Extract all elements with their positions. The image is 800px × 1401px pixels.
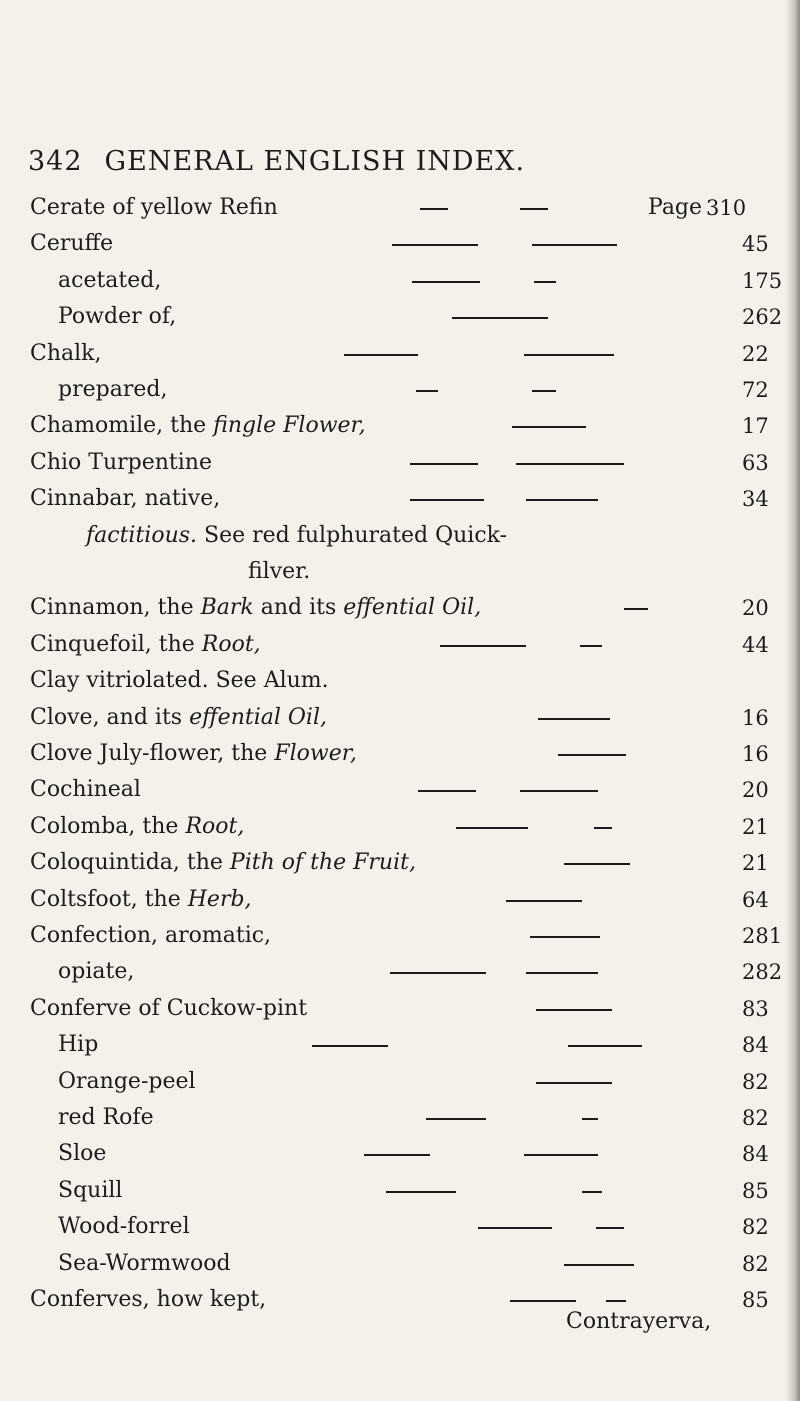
entry-roman: Chio Turpentine [30,449,212,475]
entry-page-number: 85 [742,1288,769,1312]
entry-page-number: 84 [742,1142,769,1167]
entry-text [58,954,134,990]
leader-dash [344,354,418,356]
entry-italic: Pith of the Fruit, [229,850,416,876]
index-entry [0,918,800,954]
leader-dash [606,1300,626,1302]
entry-text [58,1209,190,1245]
index-entry [0,700,800,736]
index-entry [0,372,800,408]
page-title: GENERAL ENGLISH INDEX. [104,146,526,177]
entry-page-number: 82 [742,1215,769,1240]
leader-dash [582,1118,598,1120]
entry-text [58,1100,154,1136]
entry-text [86,518,507,554]
entry-page-number: 82 [742,1069,769,1094]
entry-italic: effential Oil, [189,704,327,730]
leader-dash [538,718,610,720]
entry-text [30,190,278,226]
leader-dash [564,1264,634,1266]
entry-italic: factitious. [86,522,198,548]
entry-page-number: 85 [742,1178,769,1203]
entry-roman: See red fulphurated Quick- [197,522,508,548]
entry-text [58,1064,196,1100]
entry-page-number: 21 [742,814,769,839]
entry-text [30,336,101,372]
entry-roman: filver. [248,559,311,584]
entry-page-number: 21 [742,851,769,876]
entry-roman: Chamomile, the [30,413,214,439]
entry-page-number: 175 [742,268,783,293]
entry-roman: Clay vitriolated. See Alum. [30,668,329,694]
leader-dash [452,317,548,319]
entry-page-number: 64 [742,887,769,912]
entry-roman: acetated, [58,267,162,293]
page-header [28,146,728,177]
entry-text [30,408,366,444]
entry-text [30,736,357,772]
leader-dash [410,499,484,501]
index-entry [0,554,800,590]
entry-roman: Chalk, [30,340,102,366]
entry-text [58,299,176,335]
entry-page-number: 16 [742,705,769,730]
index-entry [0,1209,800,1245]
entry-text [30,226,113,262]
leader-dash [410,463,478,465]
index-entry [0,1246,800,1282]
entry-italic: Bark [200,595,254,621]
entry-roman: prepared, [58,377,168,402]
entry-text [30,991,307,1027]
leader-dash [536,1082,612,1084]
index-entry [0,190,800,226]
entry-roman: Confection, aromatic, [30,923,272,948]
page-number: 342 [28,146,83,177]
entry-roman: Conferve of Cuckow-pint [30,995,308,1021]
index-entry [0,336,800,372]
leader-dash [312,1045,388,1047]
leader-dash [568,1045,642,1047]
index-entry [0,882,800,918]
entry-page-number: 83 [742,996,769,1021]
leader-dash [390,972,486,974]
index-entry [0,736,800,772]
entry-roman: opiate, [58,959,135,985]
entry-page-number: 82 [742,1106,769,1130]
entry-roman: Coltsfoot, the [30,886,188,912]
index-entry [0,1173,800,1209]
entry-roman: Sea-Wormwood [58,1250,231,1276]
index-entry [0,299,800,335]
catchword: Contrayerva, [566,1309,712,1334]
leader-dash [478,1227,552,1229]
entry-page-number: 282 [742,960,783,985]
leader-dash [516,463,624,465]
index-entry [0,1027,800,1063]
leader-dash [386,1191,456,1193]
leader-dash [364,1154,430,1156]
entry-text [58,1136,106,1172]
entry-roman: and its [253,595,344,621]
entry-page-number: 84 [742,1033,769,1058]
leader-dash [440,645,526,647]
leader-dash [594,827,612,829]
entry-roman: Conferves, how kept, [30,1287,267,1312]
entry-text [30,590,481,626]
leader-dash [416,390,438,392]
leader-dash [506,900,582,902]
leader-dash [624,608,648,610]
entry-page-number: 63 [742,450,769,475]
index-entry [0,408,800,444]
entry-italic: Flower, [274,741,357,766]
leader-dash [564,863,630,865]
entry-text [30,445,212,481]
entry-roman: Cerate of yellow Refin [30,195,278,220]
entry-roman: Coloquintida, the [30,850,230,876]
leader-dash [392,244,478,246]
index-entry [0,954,800,990]
entry-text [58,263,161,299]
entry-text [58,372,167,408]
leader-dash [412,281,480,283]
leader-dash [426,1118,486,1120]
index-entry [0,226,800,262]
entry-roman: Sloe [58,1141,107,1167]
leader-dash [580,645,602,647]
entry-text [248,554,310,590]
index-entry [0,627,800,663]
entry-italic: effential Oil, [343,595,482,621]
index-entry [0,809,800,845]
index-entry [0,991,800,1027]
entry-text [30,882,252,918]
leader-dash [532,244,617,246]
page-spine-shadow [786,0,800,1401]
leader-dash [524,1154,598,1156]
entry-roman: Squill [58,1177,123,1203]
index-entry [0,590,800,626]
entry-roman: Ceruffe [30,231,114,257]
leader-dash [526,499,598,501]
entry-italic: fingle Flower, [213,413,366,439]
entry-text [58,1027,98,1063]
index-entry [0,1100,800,1136]
entry-text [30,772,141,808]
entry-page-number: 45 [742,232,769,257]
entry-roman: Clove July-flower, the [30,741,275,766]
index-entry [0,845,800,881]
page-label: Page [648,195,703,220]
index-entry [0,1064,800,1100]
leader-dash [536,1009,612,1011]
entry-roman: Wood-forrel [58,1214,190,1240]
entry-roman: Cinquefoil, the [30,631,202,657]
entry-page-number: 262 [742,305,783,330]
leader-dash [512,426,586,428]
leader-dash [582,1191,602,1193]
entry-roman: Cochineal [30,777,141,803]
entry-page-number: 310 [706,196,747,220]
index-entry [0,518,800,554]
leader-dash [420,208,448,210]
entry-roman: Hip [58,1032,99,1058]
index-entry [0,263,800,299]
entry-page-number: 20 [742,596,769,621]
entry-text [30,700,327,736]
entry-page-number: 20 [742,778,769,803]
entry-roman: Cinnamon, the [30,595,201,621]
leader-dash [526,972,598,974]
index-entry [0,663,800,699]
entry-roman: Orange-peel [58,1068,196,1094]
entry-page-number: 72 [742,378,769,402]
entry-page-number: 44 [742,632,769,657]
entry-italic: Herb, [187,886,252,912]
entry-roman: Clove, and its [30,704,190,730]
entry-text [30,663,329,699]
index-entry [0,1136,800,1172]
entry-text [30,809,244,845]
leader-dash [596,1227,624,1229]
entry-roman: Powder of, [58,304,177,330]
entry-text [30,918,271,954]
entry-roman: red Rofe [58,1105,154,1130]
entry-roman: Colomba, the [30,813,186,839]
entry-page-number: 34 [742,487,769,512]
entry-page-number: 281 [742,924,783,948]
entry-text [30,481,220,517]
leader-dash [510,1300,576,1302]
index-entry [0,481,800,517]
entry-page-number: 82 [742,1251,769,1276]
leader-dash [532,390,556,392]
entry-page-number: 22 [742,341,769,366]
leader-dash [530,936,600,938]
entry-roman: Cinnabar, native, [30,486,221,512]
entry-text [30,1282,266,1318]
leader-dash [520,208,548,210]
entry-text [58,1173,122,1209]
leader-dash [534,281,556,283]
entry-italic: Root, [185,813,245,839]
leader-dash [524,354,614,356]
entry-text [30,627,261,663]
index-entry [0,445,800,481]
leader-dash [456,827,528,829]
entry-text [58,1246,231,1282]
entry-text [30,845,416,881]
leader-dash [558,754,626,756]
entry-italic: Root, [201,631,261,657]
entry-page-number: 16 [742,742,769,766]
leader-dash [520,790,598,792]
leader-dash [418,790,476,792]
entry-page-number: 17 [742,414,769,439]
index-entry [0,772,800,808]
